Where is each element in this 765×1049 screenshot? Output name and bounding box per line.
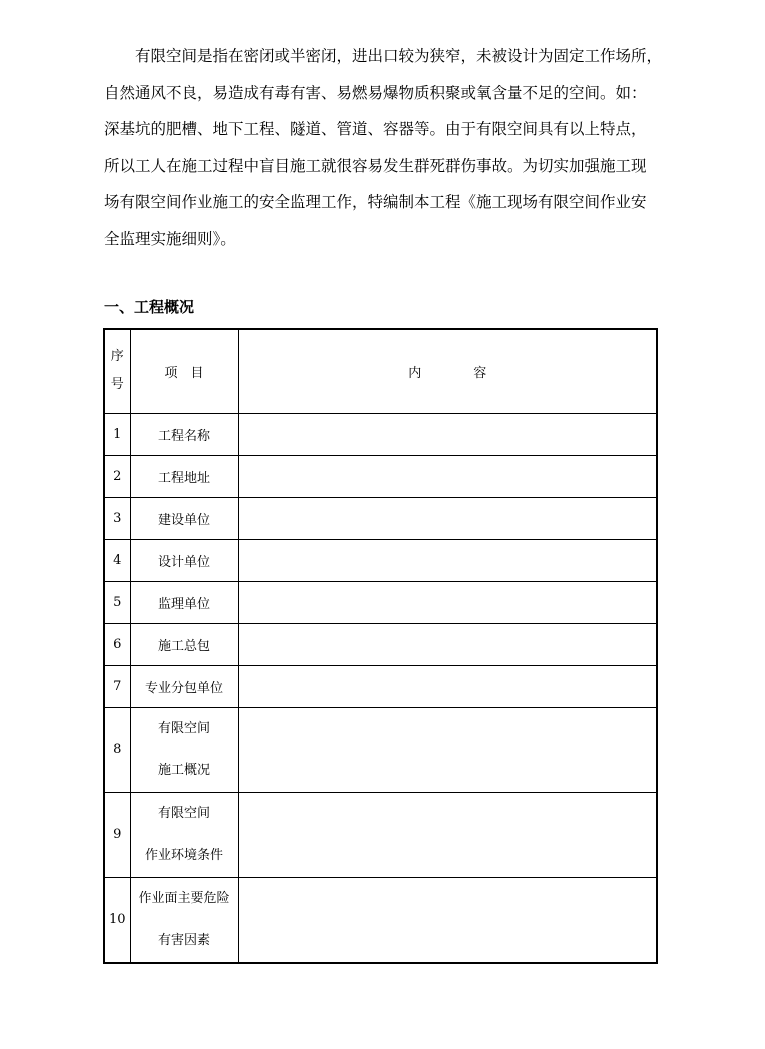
row-number: 5	[104, 581, 130, 623]
row-content[interactable]	[238, 413, 657, 455]
table-row	[104, 877, 657, 963]
row-item: 设计单位	[130, 539, 238, 581]
intro-paragraph	[104, 38, 663, 257]
row-number: 10	[104, 877, 130, 963]
row-content[interactable]	[238, 792, 657, 877]
project-overview-table	[103, 328, 658, 964]
header-number-line: 序	[110, 349, 124, 365]
row-content[interactable]	[238, 623, 657, 665]
row-item	[130, 707, 238, 792]
intro-line: 全监理实施细则》。	[104, 229, 236, 248]
row-number: 4	[104, 539, 130, 581]
row-content[interactable]	[238, 707, 657, 792]
header-number-cell	[104, 329, 130, 413]
row-number: 9	[104, 792, 130, 877]
row-number: 3	[104, 497, 130, 539]
table-row	[104, 539, 657, 581]
table-row	[104, 581, 657, 623]
intro-line: 自然通风不良，易造成有毒有害、易燃易爆物质积聚或氧含量不足的空间。如：	[104, 83, 647, 102]
row-number: 2	[104, 455, 130, 497]
row-item: 建设单位	[130, 497, 238, 539]
row-item-line: 作业面主要危险	[138, 890, 230, 906]
row-item: 专业分包单位	[130, 665, 238, 707]
table-row	[104, 623, 657, 665]
row-content[interactable]	[238, 539, 657, 581]
row-item-line: 作业环境条件	[144, 847, 223, 863]
row-item-line: 有害因素	[157, 932, 210, 948]
table-row	[104, 707, 657, 792]
row-number: 6	[104, 623, 130, 665]
section-heading: 一、工程概况	[104, 298, 195, 316]
row-content[interactable]	[238, 581, 657, 623]
table-row	[104, 792, 657, 877]
header-item-cell: 项 目	[130, 329, 238, 413]
row-number: 1	[104, 413, 130, 455]
row-item: 监理单位	[130, 581, 238, 623]
row-number: 7	[104, 665, 130, 707]
row-content[interactable]	[238, 497, 657, 539]
row-item-line: 有限空间	[157, 805, 210, 821]
intro-line: 有限空间是指在密闭或半密闭，进出口较为狭窄，未被设计为固定工作场所，	[135, 47, 663, 65]
table-row	[104, 665, 657, 707]
row-item: 工程名称	[130, 413, 238, 455]
row-item	[130, 792, 238, 877]
row-item: 工程地址	[130, 455, 238, 497]
row-number: 8	[104, 707, 130, 792]
header-number-line: 号	[110, 377, 124, 393]
row-content[interactable]	[238, 665, 657, 707]
row-content[interactable]	[238, 877, 657, 963]
row-item-line: 施工概况	[157, 762, 210, 778]
row-item: 施工总包	[130, 623, 238, 665]
intro-line: 深基坑的肥槽、地下工程、隧道、管道、容器等。由于有限空间具有以上特点，	[104, 120, 647, 138]
intro-line: 场有限空间作业施工的安全监理工作，特编制本工程《施工现场有限空间作业安	[104, 193, 647, 211]
row-item-line: 有限空间	[157, 720, 210, 736]
row-content[interactable]	[238, 455, 657, 497]
header-content-cell: 内 容	[238, 329, 657, 413]
table-row	[104, 455, 657, 497]
intro-line: 所以工人在施工过程中盲目施工就很容易发生群死群伤事故。为切实加强施工现	[104, 156, 647, 175]
table-row	[104, 413, 657, 455]
row-item	[130, 877, 238, 963]
table-header-row	[104, 329, 657, 413]
table-row	[104, 497, 657, 539]
